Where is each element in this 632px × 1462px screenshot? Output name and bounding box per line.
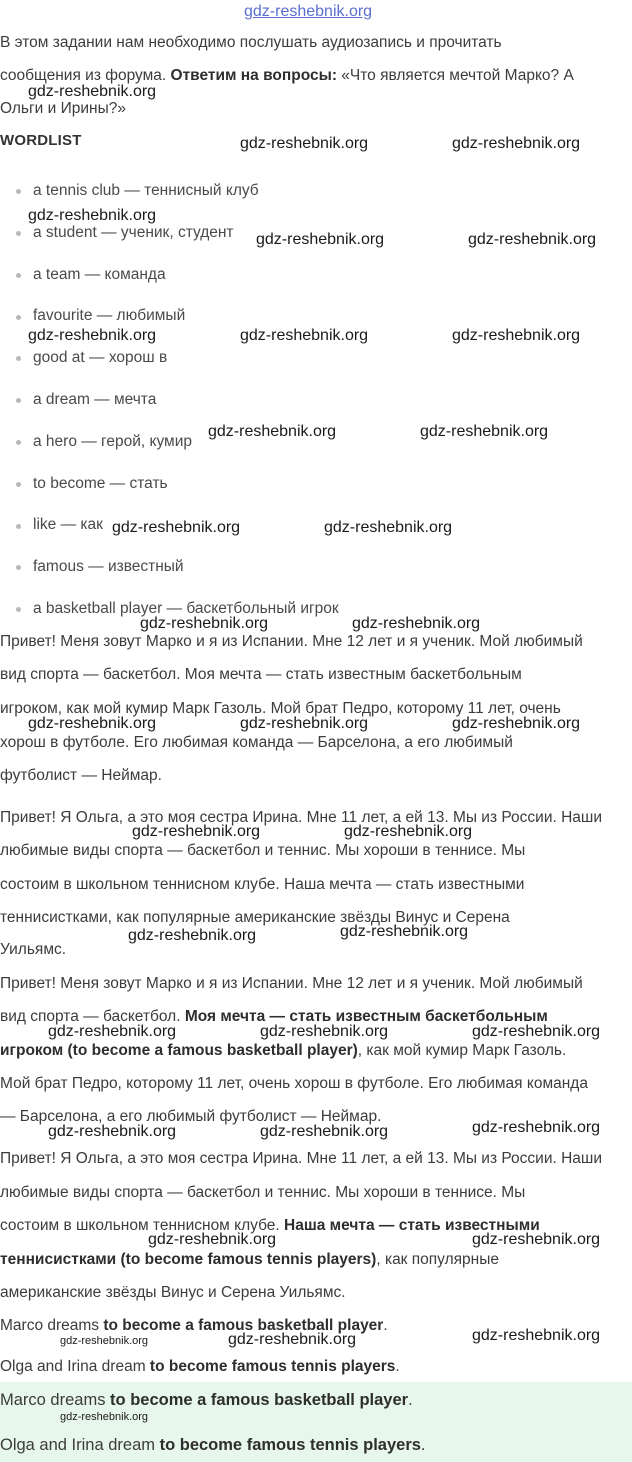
text1-line: игроком, как мой кумир Марк Газоль. Мой брат Педро, которому 11 лет, очень (0, 700, 561, 717)
wordlist-item: favourite — любимый (33, 307, 186, 324)
text2-line: Уильямс. (0, 941, 67, 958)
watermark-text: gdz-reshebnik.org (240, 327, 369, 344)
text4-line: Привет! Я Ольга, а это моя сестра Ирина. Мне 11 лет, а ей 13. Мы из России. Наши (0, 1150, 602, 1167)
text3-line: игроком (to become a famous basketball player), как мой кумир Марк Газоль. (0, 1042, 567, 1059)
watermark-text: gdz-reshebnik.org (28, 207, 157, 224)
text2-line: состоим в школьном теннисном клубе. Наша мечта — стать известными (0, 876, 525, 893)
bullet-icon (16, 440, 21, 445)
watermark-text: gdz-reshebnik.org (132, 823, 261, 840)
watermark-text: gdz-reshebnik.org (452, 715, 581, 732)
text3-line: — Барселона, а его любимый футболист — Неймар. (0, 1108, 382, 1125)
watermark-text: gdz-reshebnik.org (260, 1123, 389, 1140)
watermark-text: gdz-reshebnik.org (28, 327, 157, 344)
watermark-text: gdz-reshebnik.org (128, 927, 257, 944)
intro-line-1: В этом задании нам необходимо послушать аудиозапись и прочитать (0, 34, 502, 51)
wordlist-item: a basketball player — баскетбольный игрок (33, 600, 339, 617)
text2-line: Привет! Я Ольга, а это моя сестра Ирина. Мне 11 лет, а ей 13. Мы из России. Наши (0, 809, 602, 826)
bullet-icon (16, 565, 21, 570)
watermark-text: gdz-reshebnik.org (208, 423, 337, 440)
wordlist-item: to become — стать (33, 475, 168, 492)
wordlist-item: a tennis club — теннисный клуб (33, 182, 259, 199)
intro-line-3: Ольги и Ирины?» (0, 100, 126, 117)
wordlist-title: WORDLIST (0, 132, 82, 149)
watermark-text: gdz-reshebnik.org (140, 615, 269, 632)
watermark-text: gdz-reshebnik.org (112, 519, 241, 536)
text4-line: любимые виды спорта — баскетбол и теннис. Мы хороши в теннисе. Мы (0, 1184, 526, 1201)
watermark-text: gdz-reshebnik.org (452, 327, 581, 344)
watermark-text: gdz-reshebnik.org (48, 1023, 177, 1040)
answer-box-olga: Olga and Irina dream to become famous tennis players. (0, 1436, 426, 1454)
watermark-text: gdz-reshebnik.org (468, 231, 597, 248)
watermark-text: gdz-reshebnik.org (472, 1327, 601, 1344)
watermark-text: gdz-reshebnik.org (420, 423, 549, 440)
watermark-text: gdz-reshebnik.org (344, 823, 473, 840)
text1-line: хорош в футболе. Его любимая команда — Барселона, а его любимый (0, 734, 513, 751)
wordlist-item: a team — команда (33, 266, 166, 283)
wordlist-item: a student — ученик, студент (33, 224, 234, 241)
wordlist-item: famous — известный (33, 558, 184, 575)
text3-line: Привет! Меня зовут Марко и я из Испании. Мне 12 лет и я ученик. Мой любимый (0, 975, 583, 992)
watermark-text: gdz-reshebnik.org (340, 923, 469, 940)
watermark-text: gdz-reshebnik.org (256, 231, 385, 248)
watermark-text: gdz-reshebnik.org (148, 1231, 277, 1248)
wordlist-item: a dream — мечта (33, 391, 157, 408)
watermark-text: gdz-reshebnik.org (324, 519, 453, 536)
text2-line: любимые виды спорта — баскетбол и теннис. Мы хороши в теннисе. Мы (0, 842, 526, 859)
wordlist-item: like — как (33, 516, 103, 533)
bullet-icon (16, 524, 21, 529)
answer-box-marco: Marco dreams to become a famous basketball player. (0, 1391, 413, 1409)
text3-line: вид спорта — баскетбол. Моя мечта — стать известным баскетбольным (0, 1008, 548, 1025)
watermark-text: gdz-reshebnik.org (240, 715, 369, 732)
watermark-text: gdz-reshebnik.org (28, 83, 157, 100)
watermark-text: gdz-reshebnik.org (472, 1231, 601, 1248)
text4-line: теннисистками (to become famous tennis players), как популярные (0, 1251, 499, 1268)
watermark-text: gdz-reshebnik.org (60, 1335, 149, 1347)
watermark-text: gdz-reshebnik.org (260, 1023, 389, 1040)
intro-line-2: сообщения из форума. Ответим на вопросы: «Что является мечтой Марко? А (0, 67, 574, 84)
text2-line: теннисистками, как популярные американские звёзды Винус и Серена (0, 909, 510, 926)
text4-line: состоим в школьном теннисном клубе. Наша мечта — стать известными (0, 1217, 540, 1234)
text1-line: Привет! Меня зовут Марко и я из Испании. Мне 12 лет и я ученик. Мой любимый (0, 633, 583, 650)
watermark-text: gdz-reshebnik.org (472, 1119, 601, 1136)
wordlist-item: good at — хорош в (33, 349, 168, 366)
bullet-icon (16, 189, 21, 194)
watermark-text: gdz-reshebnik.org (452, 135, 581, 152)
text3-line: Мой брат Педро, которому 11 лет, очень хорош в футболе. Его любимая команда (0, 1075, 588, 1092)
watermark-top-link[interactable]: gdz-reshebnik.org (244, 3, 373, 20)
bullet-icon (16, 482, 21, 487)
bullet-icon (16, 273, 21, 278)
watermark-text: gdz-reshebnik.org (352, 615, 481, 632)
watermark-text: gdz-reshebnik.org (240, 135, 369, 152)
answer-marco: Marco dreams to become a famous basketball player. (0, 1317, 388, 1334)
watermark-text: gdz-reshebnik.org (472, 1023, 601, 1040)
bullet-icon (16, 398, 21, 403)
bullet-icon (16, 315, 21, 320)
bullet-icon (16, 356, 21, 361)
answer-olga: Olga and Irina dream to become famous tennis players. (0, 1358, 400, 1375)
text1-line: футболист — Неймар. (0, 767, 162, 784)
watermark-text: gdz-reshebnik.org (28, 715, 157, 732)
bullet-icon (16, 231, 21, 236)
bullet-icon (16, 607, 21, 612)
wordlist-item: a hero — герой, кумир (33, 433, 192, 450)
text1-line: вид спорта — баскетбол. Моя мечта — стать известным баскетбольным (0, 666, 522, 683)
watermark-text: gdz-reshebnik.org (60, 1411, 149, 1423)
text4-line: американские звёзды Винус и Серена Уильямс. (0, 1284, 346, 1301)
watermark-text: gdz-reshebnik.org (228, 1331, 357, 1348)
watermark-text: gdz-reshebnik.org (48, 1123, 177, 1140)
